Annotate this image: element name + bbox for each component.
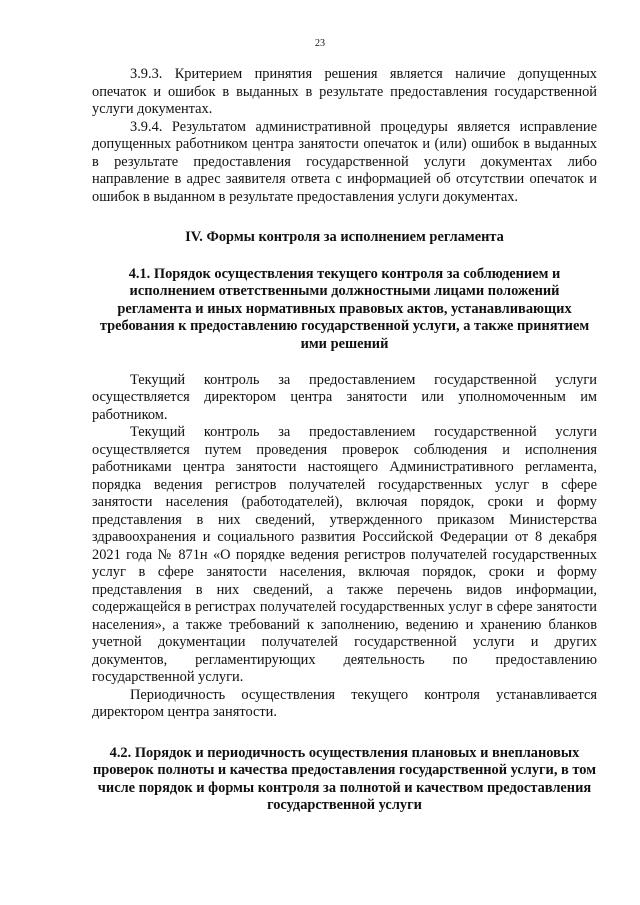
paragraph-control-frequency: Периодичность осуществления текущего контроля устанавливается директором центра занятости. xyxy=(92,686,597,721)
paragraph-3-9-4: 3.9.4. Результатом административной процедуры является исправление допущенных работником центра занятости опечаток и (или) ошибок в выданных в результате предоставления государственной услуги документах либо направление в адрес заявителя ответа с информацией об отсутствии опечаток и ошибок в выданном в результате предоставления услуги документах. xyxy=(92,118,597,205)
section-title: IV. Формы контроля за исполнением регламента xyxy=(185,229,504,245)
subsection-4-2-title: 4.2. Порядок и периодичность осуществления плановых и внеплановых проверок полноты и качества предоставления государственной услуги, в том числе порядок и формы контроля за полнотой и качеством предоставления государственной услуги xyxy=(92,744,597,814)
paragraph-current-control-who: Текущий контроль за предоставлением государственной услуги осуществляется директором центра занятости или уполномоченным им работником. xyxy=(92,371,597,423)
document-body xyxy=(92,66,597,815)
paragraph-current-control-how: Текущий контроль за предоставлением государственной услуги осуществляется путем проведения проверок соблюдения и исполнения работниками центра занятости настоящего Административного регламента, порядка ведения регистров получателей государственных услуг в сфере занятости населения (работодателей), включая порядок, сроки и форму представления в них сведений, утвержденного приказом Министерства здравоохранения и социального развития Российской Федерации от 8 декабря 2021 года № 871н «О порядке ведения регистров получателей государственных услуг в сфере занятости населения, включая порядок, сроки и форму представления в них сведений, а также перечень видов информации, содержащейся в регистрах получателей государственных услуг в сфере занятости населения», а также требований к заполнению, ведению и хранению бланков учетной документации получателей государственной услуги и других документов, регламентирующих деятельность по предоставлению государственной услуги. xyxy=(92,424,597,686)
subsection-4-1-title: 4.1. Порядок осуществления текущего контроля за соблюдением и исполнением ответственными должностными лицами положений регламента и иных нормативных правовых актов, устанавливающих требования к предоставлению государственной услуги, а также принятием ими решений xyxy=(99,265,590,352)
paragraph-3-9-3: 3.9.3. Критерием принятия решения является наличие допущенных опечаток и ошибок в выданных в результате предоставления государственной услуги документах. xyxy=(92,66,597,117)
page-number: 23 xyxy=(315,38,325,49)
